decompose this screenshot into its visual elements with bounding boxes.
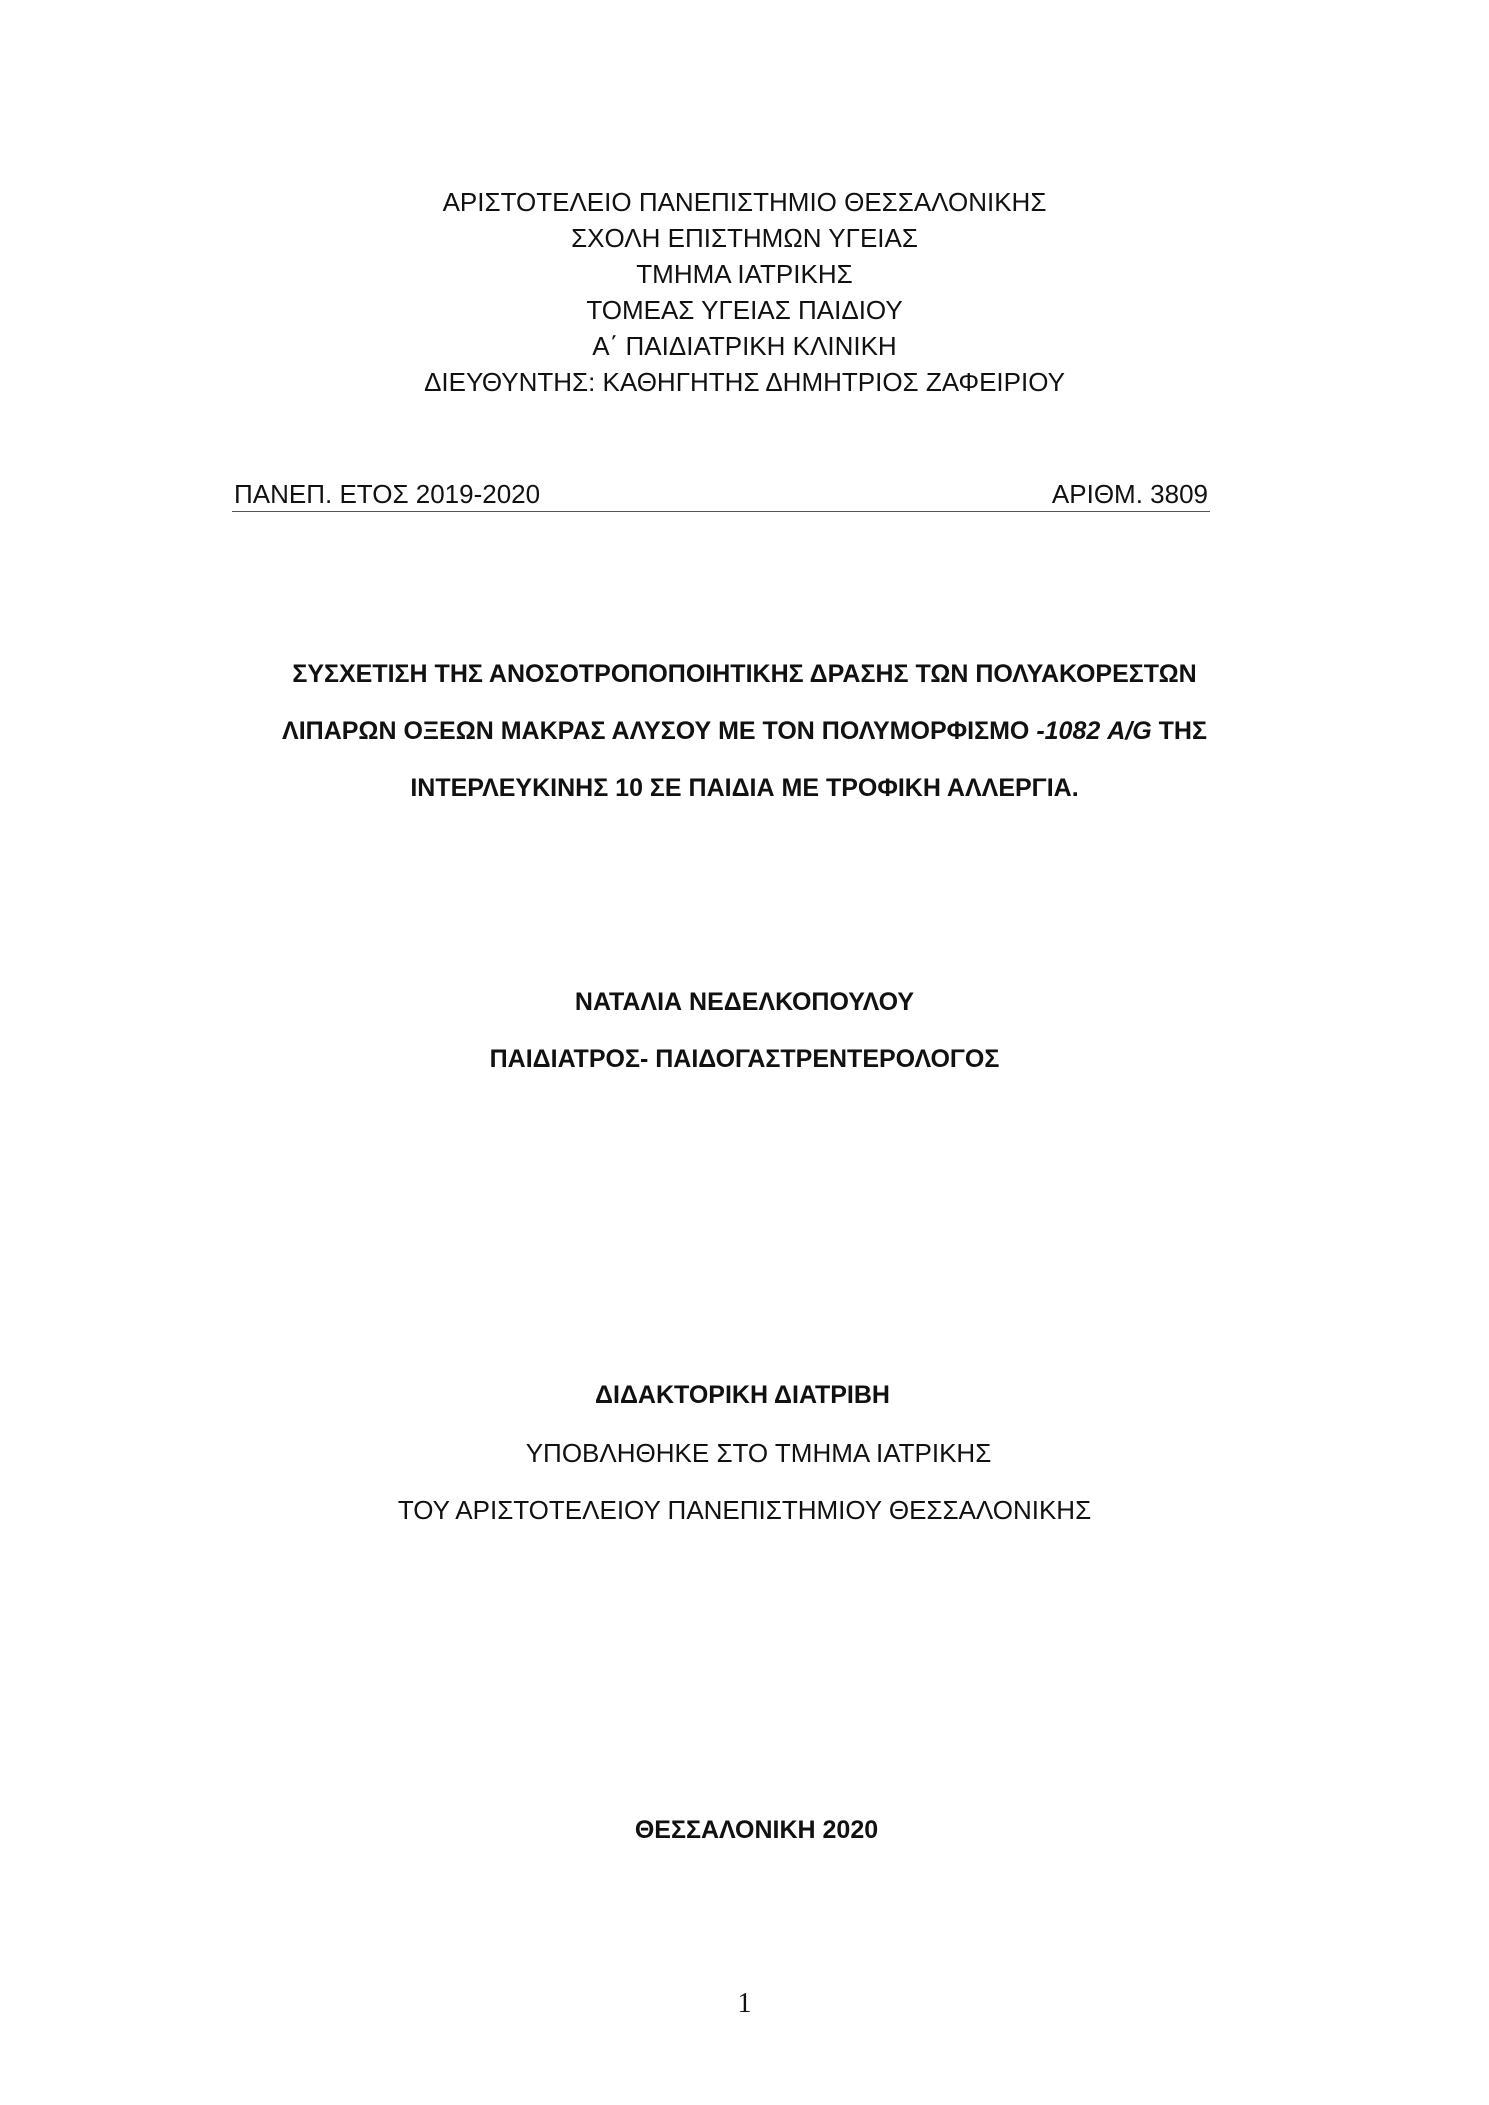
submitted-line-1: ΥΠΟΒΛΗΘΗΚΕ ΣΤΟ ΤΜΗΜΑ ΙΑΤΡΙΚΗΣ: [525, 1438, 992, 1468]
title-line-2-start: ΛΙΠΑΡΩΝ ΟΞΕΩΝ ΜΑΚΡΑΣ ΑΛΥΣΟΥ ΜΕ ΤΟΝ ΠΟΛΥΜΟΡΦΙΣΜΟ: [282, 717, 1037, 745]
submitted-line-2: ΤΟΥ ΑΡΙΣΤΟΤΕΛΕΙΟΥ ΠΑΝΕΠΙΣΤΗΜΙΟΥ ΘΕΣΣΑΛΟΝΙΚΗΣ: [397, 1495, 1092, 1525]
title-line-1: ΣΥΣΧΕΤΙΣΗ ΤΗΣ ΑΝΟΣΟΤΡΟΠΟΠΟΙΗΤΙΚΗΣ ΔΡΑΣΗΣ ΤΩΝ ΠΟΛΥΑΚΟΡΕΣΤΩΝ: [292, 660, 1197, 688]
title-line-2-end: ΤΗΣ: [1151, 717, 1207, 745]
author-role: ΠΑΙΔΙΑΤΡΟΣ- ΠΑΙΔΟΓΑΣΤΡΕΝΤΕΡΟΛΟΓΟΣ: [489, 1045, 1000, 1073]
page-number: 1: [737, 1988, 752, 2019]
author-name: ΝΑΤΑΛΙΑ ΝΕΔΕΛΚΟΠΟΥΛΟΥ: [574, 988, 915, 1016]
department-name: ΤΜΗΜΑ ΙΑΤΡΙΚΗΣ: [636, 259, 853, 289]
year-number-row: [232, 477, 1210, 512]
thesis-number: ΑΡΙΘΜ. 3809: [1051, 479, 1208, 509]
sector-name: ΤΟΜΕΑΣ ΥΓΕΙΑΣ ΠΑΙΔΙΟΥ: [586, 295, 903, 325]
university-name: ΑΡΙΣΤΟΤΕΛΕΙΟ ΠΑΝΕΠΙΣΤΗΜΙΟ ΘΕΣΣΑΛΟΝΙΚΗΣ: [442, 187, 1047, 217]
school-name: ΣΧΟΛΗ ΕΠΙΣΤΗΜΩΝ ΥΓΕΙΑΣ: [571, 223, 918, 253]
institution-header: [0, 184, 1489, 400]
title-line-2: [0, 717, 1489, 746]
place-year: ΘΕΣΣΑΛΟΝΙΚΗ 2020: [634, 1816, 879, 1844]
title-line-2-italic: -1082 A/G: [1036, 717, 1152, 745]
thesis-type: ΔΙΔΑΚΤΟΡΙΚΗ ΔΙΑΤΡΙΒΗ: [595, 1381, 890, 1409]
title-line-3: ΙΝΤΕΡΛΕΥΚΙΝΗΣ 10 ΣΕ ΠΑΙΔΙΑ ΜΕ ΤΡΟΦΙΚΗ ΑΛΛΕΡΓΙΑ.: [410, 774, 1079, 802]
clinic-name: Α΄ ΠΑΙΔΙΑΤΡΙΚΗ ΚΛΙΝΙΚΗ: [592, 331, 897, 361]
academic-year: ΠΑΝΕΠ. ΕΤΟΣ 2019-2020: [234, 479, 541, 509]
director-line: ΔΙΕΥΘΥΝΤΗΣ: ΚΑΘΗΓΗΤΗΣ ΔΗΜΗΤΡΙΟΣ ΖΑΦΕΙΡΙΟΥ: [424, 367, 1065, 397]
